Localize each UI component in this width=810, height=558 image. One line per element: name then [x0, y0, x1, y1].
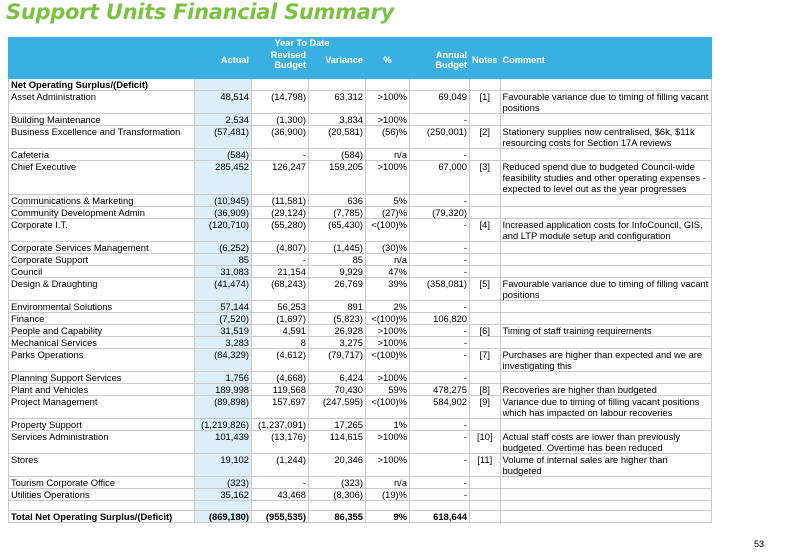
annual-budget-cell: (358,081)	[410, 278, 470, 301]
percent-cell: >100%	[366, 337, 410, 349]
table-row	[9, 219, 712, 242]
header-notes: Notes	[470, 50, 501, 71]
percent-cell: <(100)%	[366, 349, 410, 372]
row-name: Environmental Solutions	[9, 301, 195, 313]
percent-cell: >100%	[366, 114, 410, 126]
row-name: Design & Draughting	[9, 278, 195, 301]
table-body	[9, 79, 712, 523]
actual-cell: (7,520)	[195, 313, 252, 325]
note-cell: [5]	[470, 278, 501, 301]
header-variance: Variance	[309, 50, 366, 71]
row-name: Corporate Support	[9, 254, 195, 266]
revised-budget-cell: (1,300)	[252, 114, 309, 126]
comment-cell: Stationery supplies now centralised, $6k, $11k resourcing costs for Section 17A reviews	[500, 126, 711, 149]
table-row	[9, 91, 712, 114]
variance-cell: 6,424	[309, 372, 366, 384]
row-name: Asset Administration	[9, 91, 195, 114]
note-cell: [2]	[470, 126, 501, 149]
note-cell: [8]	[470, 384, 501, 396]
note-cell	[470, 511, 501, 523]
table-row	[9, 149, 712, 161]
revised-budget-cell: -	[252, 149, 309, 161]
note-cell: [4]	[470, 219, 501, 242]
table-row	[9, 278, 712, 301]
comment-cell: Actual staff costs are lower than previously budgeted. Overtime has been reduced	[500, 431, 711, 454]
percent-cell: 5%	[366, 195, 410, 207]
table-row	[9, 372, 712, 384]
comment-cell	[500, 301, 711, 313]
annual-budget-cell: -	[410, 301, 470, 313]
variance-cell: 159,205	[309, 161, 366, 195]
comment-cell: Recoveries are higher than budgeted	[500, 384, 711, 396]
note-cell	[470, 489, 501, 501]
annual-budget-cell: -	[410, 349, 470, 372]
comment-cell: Reduced spend due to budgeted Council-wide feasibility studies and other operating expenses - expected to level out as the year progresses	[500, 161, 711, 195]
percent-cell: >100%	[366, 91, 410, 114]
comment-cell	[500, 511, 711, 523]
variance-cell: (1,445)	[309, 242, 366, 254]
actual-cell: 85	[195, 254, 252, 266]
comment-cell	[500, 313, 711, 325]
row-name: Total Net Operating Surplus/(Deficit)	[9, 511, 195, 523]
annual-budget-cell: -	[410, 454, 470, 477]
variance-cell: (65,430)	[309, 219, 366, 242]
comment-cell	[500, 372, 711, 384]
comment-cell	[500, 149, 711, 161]
percent-cell: (27)%	[366, 207, 410, 219]
header-spacer	[9, 50, 195, 71]
row-name: Council	[9, 266, 195, 278]
row-name: Mechanical Services	[9, 337, 195, 349]
note-cell	[470, 266, 501, 278]
annual-budget-cell: -	[410, 266, 470, 278]
note-cell: [10]	[470, 431, 501, 454]
table-row	[9, 195, 712, 207]
table-row	[9, 266, 712, 278]
row-name: Services Administration	[9, 431, 195, 454]
percent-cell: n/a	[366, 477, 410, 489]
note-cell	[470, 114, 501, 126]
percent-cell: n/a	[366, 254, 410, 266]
comment-cell	[500, 266, 711, 278]
row-name: Tourism Corporate Office	[9, 477, 195, 489]
header-percent: %	[366, 50, 410, 71]
revised-budget-cell: (1,697)	[252, 313, 309, 325]
actual-cell: (120,710)	[195, 219, 252, 242]
annual-budget-cell: -	[410, 419, 470, 431]
actual-cell: 19,102	[195, 454, 252, 477]
comment-cell	[500, 242, 711, 254]
annual-budget-cell: 618,644	[410, 511, 470, 523]
revised-budget-cell: 157,697	[252, 396, 309, 419]
variance-cell: (20,581)	[309, 126, 366, 149]
percent-cell: 47%	[366, 266, 410, 278]
variance-cell: (323)	[309, 477, 366, 489]
table-row	[9, 114, 712, 126]
table-row	[9, 349, 712, 372]
annual-budget-cell: -	[410, 325, 470, 337]
total-row	[9, 511, 712, 523]
actual-cell: 31,083	[195, 266, 252, 278]
percent-cell: >100%	[366, 431, 410, 454]
header-annual-budget: Annual Budget	[410, 50, 470, 71]
table-row	[9, 489, 712, 501]
annual-budget-cell: -	[410, 242, 470, 254]
row-name: Stores	[9, 454, 195, 477]
percent-cell: >100%	[366, 372, 410, 384]
table-row	[9, 242, 712, 254]
variance-cell: (7,785)	[309, 207, 366, 219]
actual-cell: 48,514	[195, 91, 252, 114]
actual-cell: (869,180)	[195, 511, 252, 523]
table-row	[9, 477, 712, 489]
header-year-to-date: Year To Date	[195, 38, 410, 50]
actual-cell: 189,998	[195, 384, 252, 396]
annual-budget-cell: 478,275	[410, 384, 470, 396]
actual-cell: (89,898)	[195, 396, 252, 419]
note-cell: [11]	[470, 454, 501, 477]
revised-budget-cell: (1,244)	[252, 454, 309, 477]
percent-cell: (56)%	[366, 126, 410, 149]
row-name: Communications & Marketing	[9, 195, 195, 207]
annual-budget-cell: -	[410, 254, 470, 266]
actual-cell: 101,439	[195, 431, 252, 454]
comment-cell: Volume of internal sales are higher than budgeted	[500, 454, 711, 477]
table-row	[9, 254, 712, 266]
row-name: Corporate I.T.	[9, 219, 195, 242]
spacer-row	[9, 501, 712, 511]
actual-cell: (584)	[195, 149, 252, 161]
actual-cell: (41,474)	[195, 278, 252, 301]
variance-cell: 26,928	[309, 325, 366, 337]
row-name: Cafeteria	[9, 149, 195, 161]
annual-budget-cell: -	[410, 114, 470, 126]
annual-budget-cell: 584,902	[410, 396, 470, 419]
table-row	[9, 396, 712, 419]
note-cell	[470, 313, 501, 325]
revised-budget-cell: (55,280)	[252, 219, 309, 242]
actual-cell: (1,219,826)	[195, 419, 252, 431]
revised-budget-cell: 21,154	[252, 266, 309, 278]
percent-cell: (30)%	[366, 242, 410, 254]
actual-cell: (36,909)	[195, 207, 252, 219]
percent-cell: >100%	[366, 161, 410, 195]
actual-cell: 1,756	[195, 372, 252, 384]
variance-cell: 70,430	[309, 384, 366, 396]
comment-cell	[500, 254, 711, 266]
revised-budget-cell: -	[252, 254, 309, 266]
annual-budget-cell: -	[410, 149, 470, 161]
section-row	[9, 79, 712, 91]
annual-budget-cell: (79,320)	[410, 207, 470, 219]
row-name: Finance	[9, 313, 195, 325]
percent-cell: n/a	[366, 149, 410, 161]
row-name: Parks Operations	[9, 349, 195, 372]
variance-cell: 3,834	[309, 114, 366, 126]
note-cell	[470, 477, 501, 489]
note-cell	[470, 254, 501, 266]
revised-budget-cell: (13,176)	[252, 431, 309, 454]
note-cell	[470, 337, 501, 349]
variance-cell: 85	[309, 254, 366, 266]
table-row	[9, 384, 712, 396]
table-header	[9, 38, 712, 79]
actual-cell: (84,329)	[195, 349, 252, 372]
annual-budget-cell: 67,000	[410, 161, 470, 195]
row-name: Utilities Operations	[9, 489, 195, 501]
note-cell	[470, 195, 501, 207]
comment-cell	[500, 489, 711, 501]
revised-budget-cell: (4,612)	[252, 349, 309, 372]
table-row	[9, 419, 712, 431]
annual-budget-cell: (250,001)	[410, 126, 470, 149]
comment-cell	[500, 207, 711, 219]
revised-budget-cell: (1,237,091)	[252, 419, 309, 431]
row-name: Building Maintenance	[9, 114, 195, 126]
actual-cell: 3,283	[195, 337, 252, 349]
table-row	[9, 126, 712, 149]
header-spacer	[500, 38, 711, 50]
table-row	[9, 337, 712, 349]
actual-cell: 57,144	[195, 301, 252, 313]
section-label: Net Operating Surplus/(Deficit)	[9, 79, 195, 91]
comment-cell: Purchases are higher than expected and we are investigating this	[500, 349, 711, 372]
table-row	[9, 431, 712, 454]
revised-budget-cell: -	[252, 477, 309, 489]
actual-cell: (6,252)	[195, 242, 252, 254]
annual-budget-cell: -	[410, 489, 470, 501]
actual-cell: (323)	[195, 477, 252, 489]
annual-budget-cell: 69,049	[410, 91, 470, 114]
revised-budget-cell: (11,581)	[252, 195, 309, 207]
header-revised-budget: Revised Budget	[252, 50, 309, 71]
variance-cell: (584)	[309, 149, 366, 161]
note-cell	[470, 149, 501, 161]
table-row	[9, 325, 712, 337]
revised-budget-cell: 4,591	[252, 325, 309, 337]
annual-budget-cell: -	[410, 195, 470, 207]
percent-cell: 59%	[366, 384, 410, 396]
note-cell: [9]	[470, 396, 501, 419]
variance-cell: 3,275	[309, 337, 366, 349]
revised-budget-cell: 119,568	[252, 384, 309, 396]
percent-cell: >100%	[366, 325, 410, 337]
header-comment: Comment	[500, 50, 711, 71]
variance-cell: 20,346	[309, 454, 366, 477]
table-row	[9, 454, 712, 477]
revised-budget-cell: (36,900)	[252, 126, 309, 149]
comment-cell: Variance due to timing of filling vacant positions which has impacted on labour recoveries	[500, 396, 711, 419]
revised-budget-cell: (955,535)	[252, 511, 309, 523]
percent-cell: 39%	[366, 278, 410, 301]
row-name: People and Capability	[9, 325, 195, 337]
actual-cell: (57,481)	[195, 126, 252, 149]
percent-cell: <(100)%	[366, 396, 410, 419]
revised-budget-cell: 43,468	[252, 489, 309, 501]
row-name: Planning Support Services	[9, 372, 195, 384]
row-name: Community Development Admin	[9, 207, 195, 219]
comment-cell	[500, 477, 711, 489]
actual-cell: 35,162	[195, 489, 252, 501]
comment-cell: Timing of staff training requirements	[500, 325, 711, 337]
variance-cell: 63,312	[309, 91, 366, 114]
variance-cell: 114,615	[309, 431, 366, 454]
note-cell	[470, 242, 501, 254]
header-spacer	[410, 38, 470, 50]
comment-cell: Favourable variance due to timing of filling vacant positions	[500, 278, 711, 301]
revised-budget-cell: 56,253	[252, 301, 309, 313]
note-cell: [3]	[470, 161, 501, 195]
table-row	[9, 301, 712, 313]
row-name: Chief Executive	[9, 161, 195, 195]
annual-budget-cell: -	[410, 431, 470, 454]
actual-cell: 285,452	[195, 161, 252, 195]
revised-budget-cell: (14,798)	[252, 91, 309, 114]
variance-cell: (8,306)	[309, 489, 366, 501]
table-row	[9, 313, 712, 325]
actual-cell: 31,519	[195, 325, 252, 337]
revised-budget-cell: 126,247	[252, 161, 309, 195]
table-row	[9, 161, 712, 195]
percent-cell: <(100)%	[366, 313, 410, 325]
row-name: Business Excellence and Transformation	[9, 126, 195, 149]
row-name: Corporate Services Management	[9, 242, 195, 254]
comment-cell: Favourable variance due to timing of filling vacant positions	[500, 91, 711, 114]
percent-cell: >100%	[366, 454, 410, 477]
financial-summary-table	[8, 37, 712, 523]
row-name: Property Support	[9, 419, 195, 431]
revised-budget-cell: (4,668)	[252, 372, 309, 384]
header-spacer	[9, 38, 195, 50]
variance-cell: 26,769	[309, 278, 366, 301]
page-number: 53	[753, 539, 764, 549]
revised-budget-cell: (68,243)	[252, 278, 309, 301]
note-cell: [7]	[470, 349, 501, 372]
comment-cell: Increased application costs for InfoCouncil, GIS, and LTP module setup and configuration	[500, 219, 711, 242]
variance-cell: (247,595)	[309, 396, 366, 419]
annual-budget-cell: -	[410, 372, 470, 384]
note-cell	[470, 372, 501, 384]
note-cell	[470, 419, 501, 431]
variance-cell: 17,265	[309, 419, 366, 431]
note-cell	[470, 301, 501, 313]
variance-cell: 9,929	[309, 266, 366, 278]
variance-cell: (79,717)	[309, 349, 366, 372]
actual-cell: 2,534	[195, 114, 252, 126]
note-cell: [6]	[470, 325, 501, 337]
percent-cell: 2%	[366, 301, 410, 313]
percent-cell: 1%	[366, 419, 410, 431]
note-cell: [1]	[470, 91, 501, 114]
variance-cell: (5,823)	[309, 313, 366, 325]
comment-cell	[500, 114, 711, 126]
page-title: Support Units Financial Summary	[6, 0, 395, 24]
comment-cell	[500, 337, 711, 349]
comment-cell	[500, 419, 711, 431]
percent-cell: <(100)%	[366, 219, 410, 242]
table-row	[9, 207, 712, 219]
variance-cell: 86,355	[309, 511, 366, 523]
revised-budget-cell: 8	[252, 337, 309, 349]
revised-budget-cell: (29,124)	[252, 207, 309, 219]
row-name: Project Management	[9, 396, 195, 419]
row-name: Plant and Vehicles	[9, 384, 195, 396]
header-actual: Actual	[195, 50, 252, 71]
comment-cell	[500, 195, 711, 207]
percent-cell: (19)%	[366, 489, 410, 501]
note-cell	[470, 207, 501, 219]
annual-budget-cell: 106,820	[410, 313, 470, 325]
annual-budget-cell: -	[410, 477, 470, 489]
percent-cell: 9%	[366, 511, 410, 523]
header-spacer	[470, 38, 501, 50]
revised-budget-cell: (4,807)	[252, 242, 309, 254]
variance-cell: 636	[309, 195, 366, 207]
variance-cell: 891	[309, 301, 366, 313]
actual-cell: (10,945)	[195, 195, 252, 207]
annual-budget-cell: -	[410, 337, 470, 349]
annual-budget-cell: -	[410, 219, 470, 242]
